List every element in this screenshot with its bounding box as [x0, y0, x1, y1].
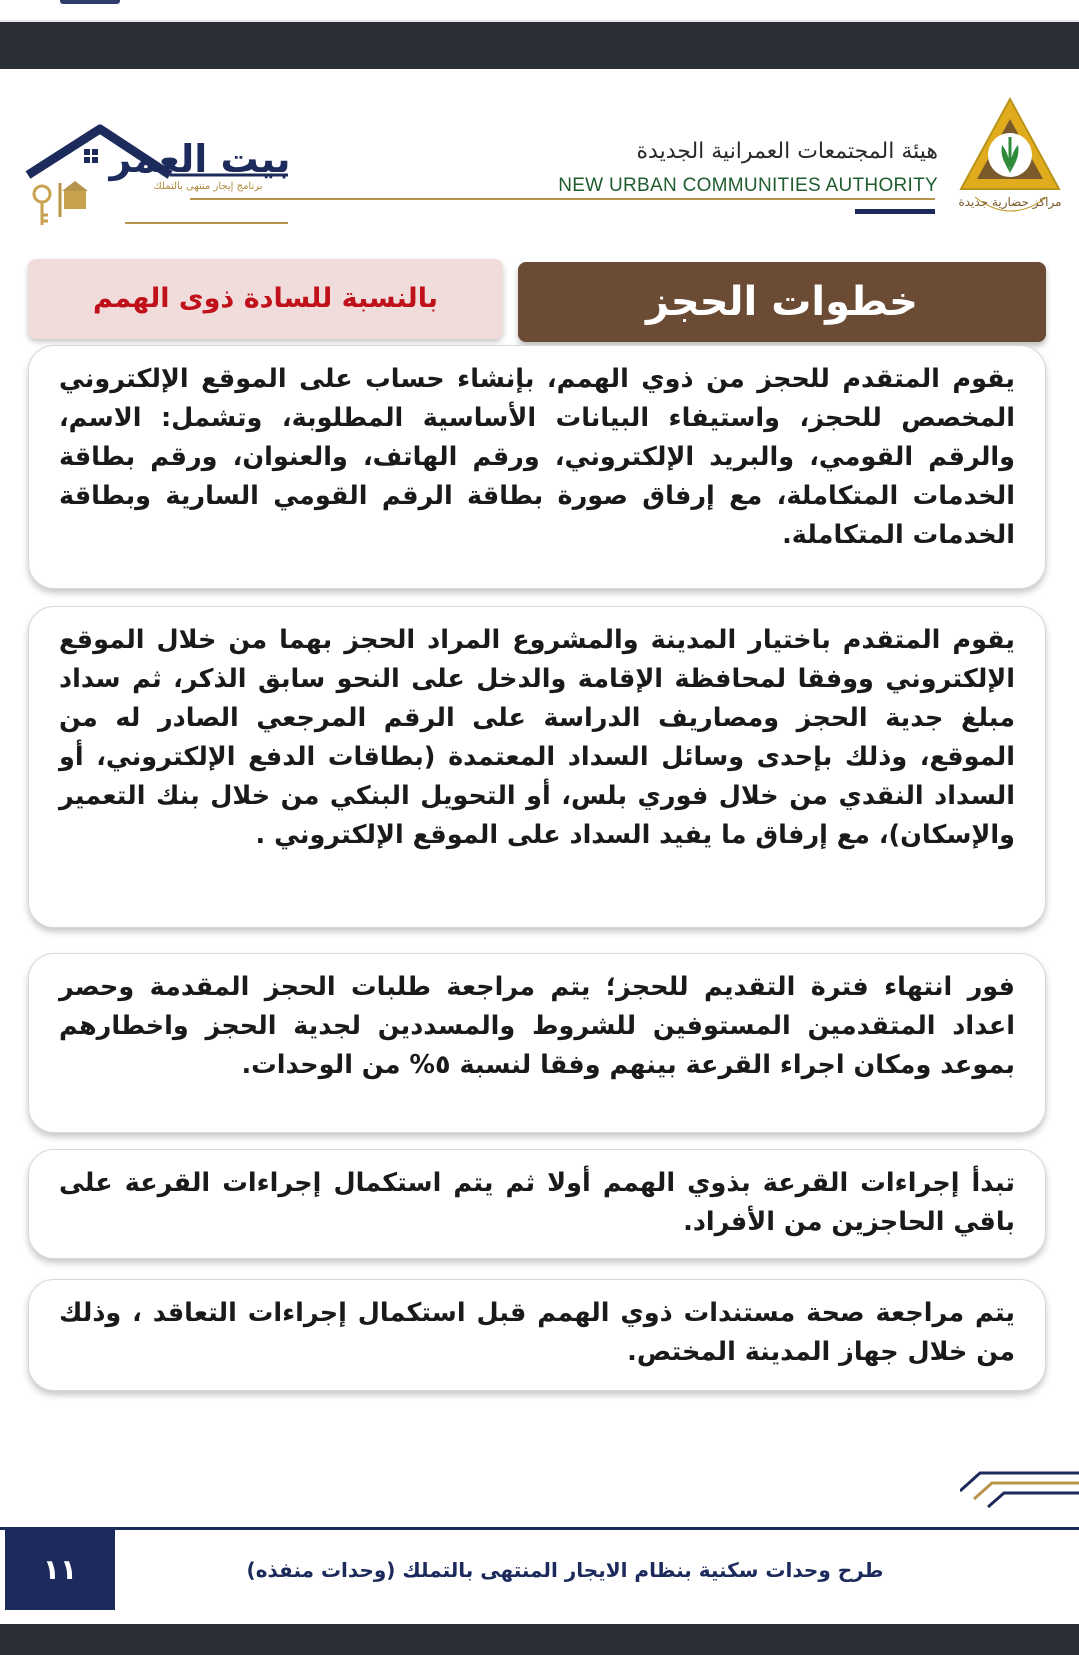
top-indicator [60, 0, 120, 4]
authority-name-english: NEW URBAN COMMUNITIES AUTHORITY [558, 175, 938, 196]
page-number: ١١ [5, 1530, 115, 1610]
audience-subtitle-tab: بالنسبة للسادة ذوى الهمم [28, 259, 503, 339]
step-text: يقوم المتقدم باختيار المدينة والمشروع المراد الحجز بهما من خلال الموقع الإلكتروني ووفقا لمحافظة الإقامة والدخل على النحو سابق الذكر، ثم سداد مبلغ جدية الحجز ومصاريف الدراسة على الرقم المرجعي الصادر له من الموقع، وذلك بإحدى وسائل السداد المعتمدة (بطاقات الدفع الإلكتروني، أو السداد النقدي من خلال فوري بلس، أو التحويل البنكي من خلال بنك التعمير والإسكان)، مع إرفاق ما يفيد السداد على الموقع الإلكتروني . [59, 625, 1015, 850]
header-accent [855, 209, 935, 214]
step-box-4 [28, 1149, 1046, 1259]
footer-decor-lines [960, 1459, 1079, 1519]
beit-alomr-logo [20, 99, 320, 234]
header-divider [190, 198, 935, 200]
brand-subtitle: برنامج إيجار منتهى بالتملك [153, 181, 263, 192]
top-dark-band [0, 22, 1079, 69]
emblem-caption: مراكز حضارية جديدة [958, 195, 1062, 209]
bottom-dark-band [0, 1624, 1079, 1655]
step-text: تبدأ إجراءات القرعة بذوي الهمم أولا ثم يتم استكمال إجراءات القرعة على باقي الحاجزين من الأفراد. [59, 1168, 1015, 1237]
document-page [0, 69, 1079, 1624]
step-box-1 [28, 345, 1046, 589]
step-box-2 [28, 606, 1046, 928]
step-box-3 [28, 953, 1046, 1133]
key-icon [34, 186, 50, 225]
nuca-emblem [955, 97, 1065, 227]
authority-name-arabic: هيئة المجتمعات العمرانية الجديدة [636, 139, 938, 164]
footer-caption: طرح وحدات سكنية بنظام الايجار المنتهى بالتملك (وحدات منفذه) [246, 1558, 884, 1582]
step-text: يتم مراجعة صحة مستندات ذوي الهمم قبل استكمال إجراءات التعاقد ، وذلك من خلال جهاز المدينة المختص. [59, 1298, 1015, 1367]
top-strip [0, 0, 1079, 22]
brand-title: بيت العمر [109, 137, 291, 181]
step-box-5 [28, 1279, 1046, 1391]
section-title-tab: خطوات الحجز [518, 262, 1046, 342]
step-text: يقوم المتقدم للحجز من ذوي الهمم، بإنشاء حساب على الموقع الإلكتروني المخصص للحجز، واستيفاء البيانات الأساسية المطلوبة، وتشمل: الاسم، والرقم القومي، والبريد الإلكتروني، ورقم الهاتف، والعنوان، ورقم بطاقة الخدمات المتكاملة، مع إرفاق صورة بطاقة الرقم القومي السارية وبطاقة الخدمات المتكاملة. [59, 364, 1015, 550]
step-text: فور انتهاء فترة التقديم للحجز؛ يتم مراجعة طلبات الحجز المقدمة وحصر اعداد المتقدمين المستوفين للشروط والمسددين لجدية الحجز واخطارهم بموعد ومكان اجراء القرعة بينهم وفقا لنسبة ٥% من الوحدات. [59, 972, 1015, 1080]
